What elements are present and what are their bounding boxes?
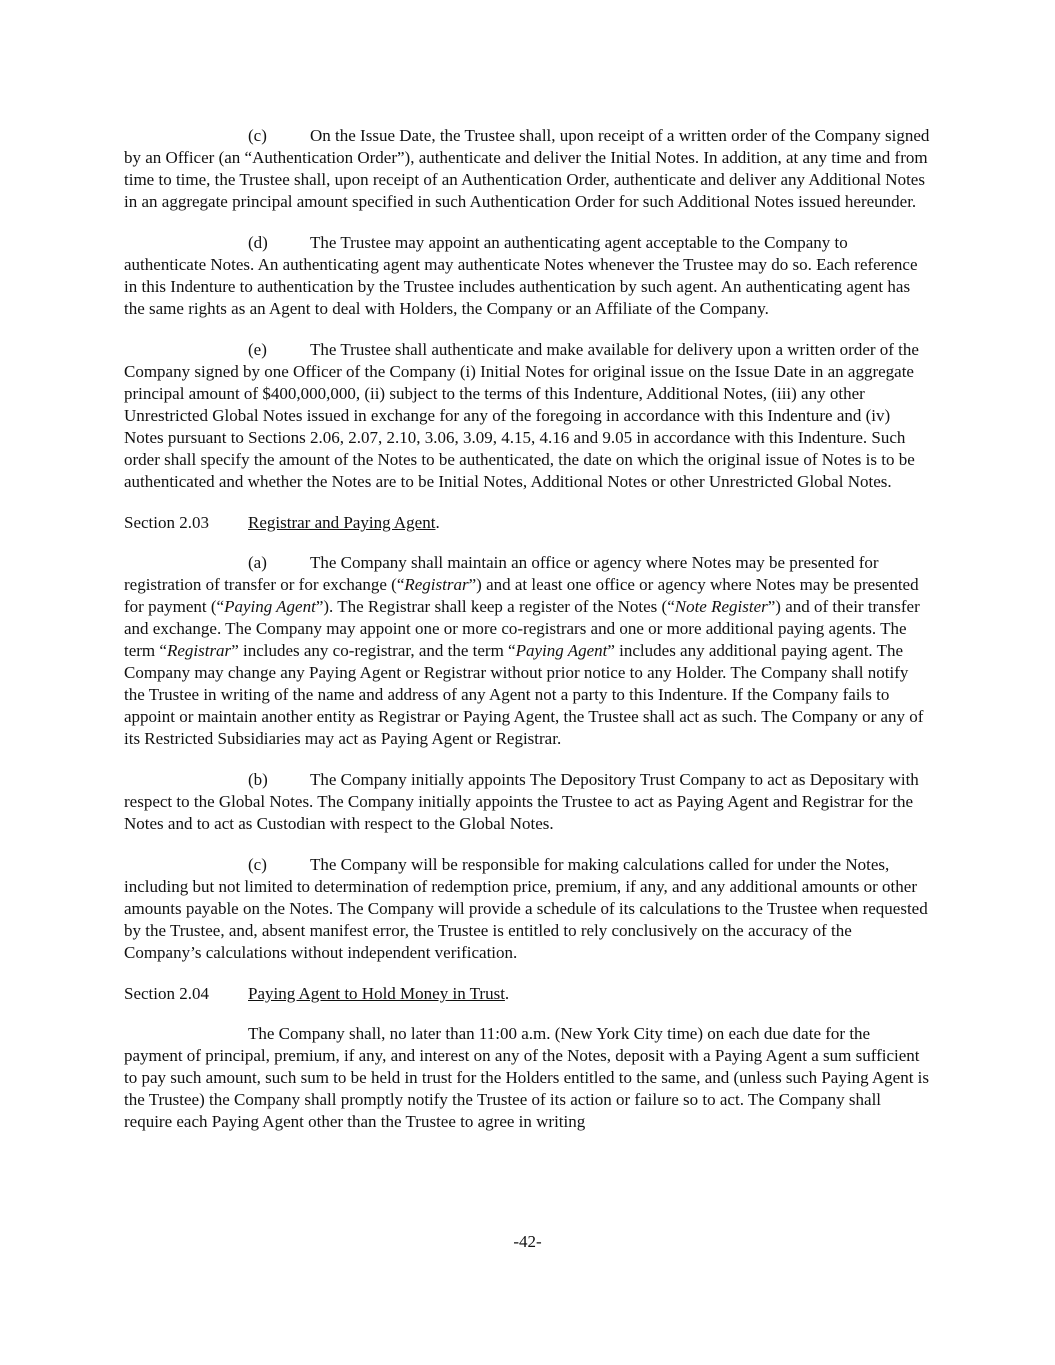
paragraph-2-02-e — [124, 339, 932, 493]
paragraph-2-03-a — [124, 552, 932, 750]
paragraph-label: (d) — [248, 233, 268, 252]
defined-term: Note Register — [674, 597, 768, 616]
paragraph-text-part: ”) and of their transfer and exchange. The Company may appoint one or more co-registrars and one or more additional paying agents. The term “ — [124, 597, 920, 660]
page-number: -42- — [513, 1232, 542, 1251]
paragraph-2-02-d — [124, 232, 932, 320]
paragraph-text: The Trustee may appoint an authenticating agent acceptable to the Company to authenticate Notes. An authenticating agent may authenticate Notes whenever the Trustee may do so. Each reference in this Indenture to authentication by the Trustee includes authentication by such agent. An authenticating agent has the same rights as an Agent to deal with Holders, the Company or an Affiliate of the Company. — [124, 233, 918, 318]
paragraph-text: On the Issue Date, the Trustee shall, upon receipt of a written order of the Company signed by an Officer (an “Authentication Order”), authenticate and deliver the Initial Notes. In addition, at any time and from time to time, the Trustee shall, upon receipt of an Authentication Order, authenticate and deliver any Additional Notes in an aggregate principal amount specified in such Authentication Order for such Additional Notes issued hereunder. — [124, 126, 930, 211]
section-number: Section 2.04 — [124, 984, 209, 1003]
section-2-04-heading: Section 2.04 Paying Agent to Hold Money in Trust. — [124, 984, 510, 1003]
paragraph-2-03-c — [124, 854, 932, 964]
paragraph-text: The Company initially appoints The Depository Trust Company to act as Depositary with respect to the Global Notes. The Company initially appoints the Trustee to act as Paying Agent and Registrar for the Notes and to act as Custodian with respect to the Global Notes. — [124, 770, 919, 833]
defined-term: Registrar — [404, 575, 469, 594]
paragraph-text: The Trustee shall authenticate and make available for delivery upon a written order of the Company signed by one Officer of the Company (i) Initial Notes for original issue on the Issue Date in an aggregate principal amount of $400,000,000, (ii) subject to the terms of this Indenture, Additional Notes, (iii) any other Unrestricted Global Notes issued in exchange for any of the foregoing in accordance with this Indenture and (iv) Notes pursuant to Sections 2.06, 2.07, 2.10, 3.06, 3.09, 4.15, 4.16 and 9.05 in accordance with this Indenture. Such order shall specify the amount of the Notes to be authenticated, the date on which the original issue of Notes is to be authenticated and whether the Notes are to be Initial Notes, Additional Notes or other Unrestricted Global Notes. — [124, 340, 919, 491]
paragraph-2-03-b — [124, 769, 932, 835]
section-title: Registrar and Paying Agent — [248, 513, 436, 532]
paragraph-text-part: ”). The Registrar shall keep a register of the Notes (“ — [315, 597, 675, 616]
paragraph-text: The Company shall, no later than 11:00 a.m. (New York City time) on each due date for the payment of principal, premium, if any, and interest on any of the Notes, deposit with a Paying Agent a sum sufficient to pay such amount, such sum to be held in trust for the Holders entitled to the same, and (unless such Paying Agent is the Trustee) the Company shall promptly notify the Trustee of its action or failure so to act. The Company shall require each Paying Agent other than the Trustee to agree in writing — [124, 1024, 930, 1131]
paragraph-2-04 — [124, 1023, 932, 1133]
section-number: Section 2.03 — [124, 513, 209, 532]
paragraph-label: (c) — [248, 126, 267, 145]
paragraph-text-part: ” includes any co-registrar, and the term “ — [231, 641, 516, 660]
defined-term: Paying Agent — [224, 597, 316, 616]
section-title: Paying Agent to Hold Money in Trust — [248, 984, 505, 1003]
document-body — [124, 125, 932, 1152]
paragraph-label: (e) — [248, 340, 267, 359]
section-2-03-heading: Section 2.03 Registrar and Paying Agent. — [124, 513, 440, 532]
paragraph-2-02-c — [124, 125, 932, 213]
paragraph-text: The Company will be responsible for making calculations called for under the Notes, including but not limited to determination of redemption price, premium, if any, and any additional amounts or other amounts payable on the Notes. The Company will provide a schedule of its calculations to the Trustee when requested by the Trustee, and, absent manifest error, the Trustee is entitled to rely conclusively on the accuracy of the Company’s calculations without independent verification. — [124, 855, 928, 962]
defined-term: Registrar — [166, 641, 232, 660]
paragraph-label: (a) — [248, 553, 267, 572]
paragraph-label: (c) — [248, 855, 267, 874]
paragraph-text-part: ”) and at least one office or agency where Notes may be presented for payment (“ — [124, 575, 919, 616]
paragraph-text-part: The Company shall maintain an office or agency where Notes may be presented for registration of transfer or for exchange (“ — [124, 553, 879, 594]
paragraph-label: (b) — [248, 770, 268, 789]
defined-term: Paying Agent — [515, 641, 608, 660]
paragraph-text-part: ” includes any additional paying agent. The Company may change any Paying Agent or Registrar without prior notice to any Holder. The Company shall notify the Trustee in writing of the name and address of any Agent not a party to this Indenture. If the Company fails to appoint or maintain another entity as Registrar or Paying Agent, the Trustee shall act as such. The Company or any of its Restricted Subsidiaries may act as Paying Agent or Registrar. — [124, 641, 924, 748]
